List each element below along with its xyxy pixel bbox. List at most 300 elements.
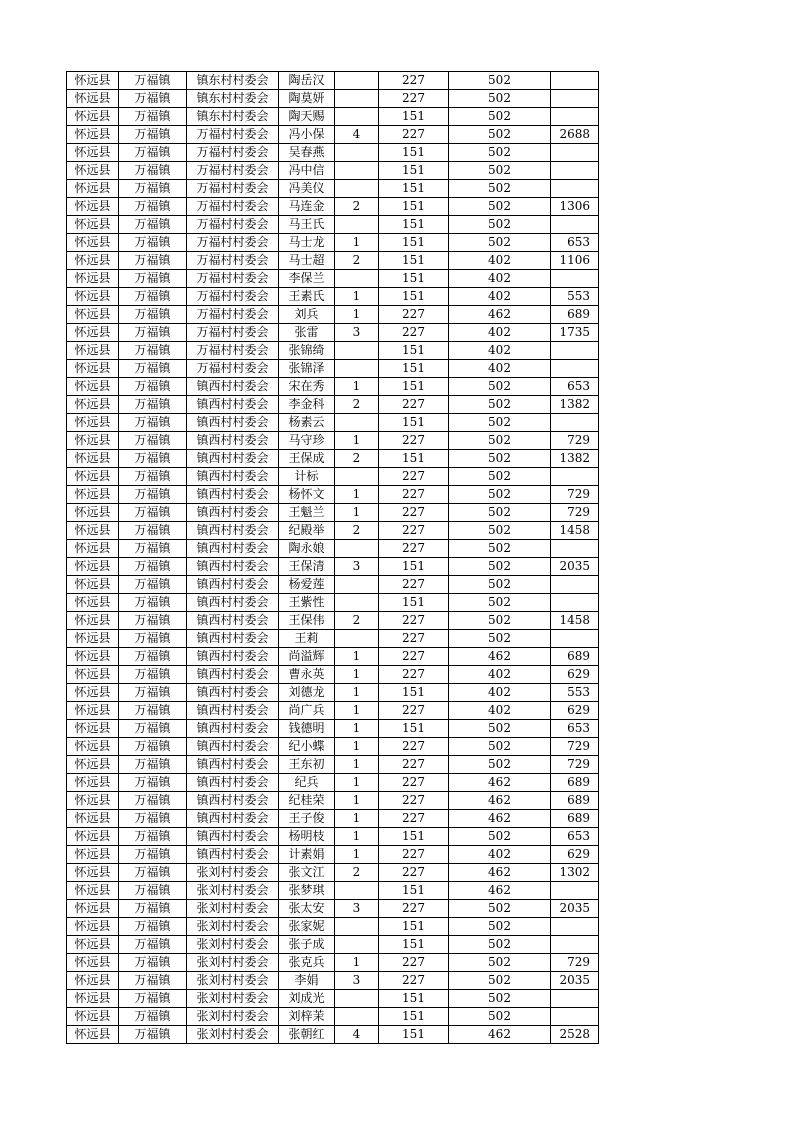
cell-amount	[551, 540, 599, 558]
cell-col-b: 502	[449, 378, 551, 396]
table-row	[67, 882, 599, 900]
cell-col-b: 462	[449, 774, 551, 792]
cell-col-b: 502	[449, 1008, 551, 1026]
table-row	[67, 918, 599, 936]
cell-name: 张锦泽	[279, 360, 335, 378]
cell-col-b: 502	[449, 990, 551, 1008]
cell-amount: 689	[551, 810, 599, 828]
cell-county: 怀远县	[67, 432, 119, 450]
cell-col-a: 151	[379, 270, 449, 288]
cell-amount: 689	[551, 774, 599, 792]
cell-household-count: 1	[335, 288, 379, 306]
cell-name: 张梦琪	[279, 882, 335, 900]
cell-county: 怀远县	[67, 594, 119, 612]
cell-col-a: 151	[379, 936, 449, 954]
cell-col-a: 227	[379, 504, 449, 522]
cell-col-b: 502	[449, 126, 551, 144]
cell-village-committee: 万福村村委会	[187, 198, 279, 216]
cell-county: 怀远县	[67, 162, 119, 180]
cell-household-count: 3	[335, 324, 379, 342]
cell-col-a: 151	[379, 144, 449, 162]
cell-village-committee: 万福村村委会	[187, 270, 279, 288]
cell-amount: 653	[551, 720, 599, 738]
cell-town: 万福镇	[119, 972, 187, 990]
cell-town: 万福镇	[119, 774, 187, 792]
table-row	[67, 396, 599, 414]
cell-name: 张锦绮	[279, 342, 335, 360]
cell-household-count: 1	[335, 738, 379, 756]
table-body	[67, 72, 599, 1044]
cell-col-a: 227	[379, 540, 449, 558]
cell-name: 张文江	[279, 864, 335, 882]
cell-amount: 689	[551, 306, 599, 324]
cell-county: 怀远县	[67, 342, 119, 360]
cell-county: 怀远县	[67, 990, 119, 1008]
cell-col-a: 227	[379, 774, 449, 792]
cell-col-b: 502	[449, 522, 551, 540]
cell-town: 万福镇	[119, 666, 187, 684]
cell-town: 万福镇	[119, 198, 187, 216]
cell-village-committee: 镇西村村委会	[187, 756, 279, 774]
cell-town: 万福镇	[119, 180, 187, 198]
cell-household-count: 1	[335, 432, 379, 450]
cell-col-a: 151	[379, 1008, 449, 1026]
cell-county: 怀远县	[67, 756, 119, 774]
cell-amount: 1735	[551, 324, 599, 342]
cell-town: 万福镇	[119, 360, 187, 378]
cell-amount: 1458	[551, 522, 599, 540]
cell-village-committee: 镇西村村委会	[187, 450, 279, 468]
cell-col-a: 227	[379, 810, 449, 828]
table-row	[67, 306, 599, 324]
cell-col-b: 502	[449, 396, 551, 414]
cell-village-committee: 镇西村村委会	[187, 522, 279, 540]
cell-name: 曹永英	[279, 666, 335, 684]
cell-name: 刘兵	[279, 306, 335, 324]
cell-col-b: 502	[449, 90, 551, 108]
cell-village-committee: 镇西村村委会	[187, 414, 279, 432]
cell-col-b: 402	[449, 846, 551, 864]
table-row	[67, 324, 599, 342]
cell-col-a: 227	[379, 648, 449, 666]
cell-county: 怀远县	[67, 504, 119, 522]
table-row	[67, 72, 599, 90]
cell-col-b: 502	[449, 144, 551, 162]
table-row	[67, 450, 599, 468]
cell-town: 万福镇	[119, 522, 187, 540]
cell-col-a: 227	[379, 468, 449, 486]
cell-col-b: 502	[449, 198, 551, 216]
cell-col-b: 502	[449, 900, 551, 918]
cell-town: 万福镇	[119, 72, 187, 90]
cell-household-count: 2	[335, 522, 379, 540]
cell-village-committee: 万福村村委会	[187, 252, 279, 270]
cell-amount	[551, 162, 599, 180]
data-table	[66, 71, 599, 1044]
table-row	[67, 1026, 599, 1044]
cell-name: 陶天赐	[279, 108, 335, 126]
cell-col-b: 502	[449, 576, 551, 594]
table-row	[67, 378, 599, 396]
cell-household-count	[335, 594, 379, 612]
cell-county: 怀远县	[67, 180, 119, 198]
cell-village-committee: 镇西村村委会	[187, 720, 279, 738]
cell-amount: 629	[551, 846, 599, 864]
cell-town: 万福镇	[119, 918, 187, 936]
cell-name: 陶岳汉	[279, 72, 335, 90]
cell-col-a: 151	[379, 108, 449, 126]
cell-village-committee: 镇西村村委会	[187, 810, 279, 828]
cell-name: 杨怀文	[279, 486, 335, 504]
cell-col-b: 502	[449, 432, 551, 450]
cell-village-committee: 万福村村委会	[187, 162, 279, 180]
cell-col-a: 151	[379, 828, 449, 846]
cell-household-count	[335, 162, 379, 180]
cell-town: 万福镇	[119, 270, 187, 288]
cell-col-b: 502	[449, 594, 551, 612]
cell-household-count	[335, 270, 379, 288]
cell-county: 怀远县	[67, 972, 119, 990]
cell-village-committee: 张刘村村委会	[187, 990, 279, 1008]
cell-amount: 653	[551, 828, 599, 846]
cell-household-count: 2	[335, 198, 379, 216]
cell-county: 怀远县	[67, 72, 119, 90]
cell-county: 怀远县	[67, 1026, 119, 1044]
cell-household-count	[335, 882, 379, 900]
cell-household-count: 2	[335, 612, 379, 630]
cell-name: 杨明枝	[279, 828, 335, 846]
cell-village-committee: 镇西村村委会	[187, 828, 279, 846]
cell-name: 马守珍	[279, 432, 335, 450]
cell-col-b: 502	[449, 504, 551, 522]
cell-col-a: 151	[379, 180, 449, 198]
cell-name: 李金科	[279, 396, 335, 414]
cell-col-b: 502	[449, 468, 551, 486]
table-row	[67, 972, 599, 990]
table-row	[67, 630, 599, 648]
cell-village-committee: 张刘村村委会	[187, 954, 279, 972]
cell-name: 王素氏	[279, 288, 335, 306]
cell-household-count: 1	[335, 378, 379, 396]
cell-town: 万福镇	[119, 306, 187, 324]
table-row	[67, 144, 599, 162]
cell-county: 怀远县	[67, 720, 119, 738]
cell-county: 怀远县	[67, 306, 119, 324]
cell-household-count: 1	[335, 810, 379, 828]
cell-amount: 729	[551, 954, 599, 972]
cell-amount: 729	[551, 432, 599, 450]
cell-amount	[551, 342, 599, 360]
cell-name: 计标	[279, 468, 335, 486]
cell-amount: 653	[551, 378, 599, 396]
table-row	[67, 90, 599, 108]
cell-household-count: 1	[335, 828, 379, 846]
cell-amount	[551, 468, 599, 486]
cell-county: 怀远县	[67, 774, 119, 792]
cell-town: 万福镇	[119, 1008, 187, 1026]
table-row	[67, 558, 599, 576]
cell-town: 万福镇	[119, 450, 187, 468]
table-row	[67, 360, 599, 378]
cell-household-count: 1	[335, 234, 379, 252]
cell-amount	[551, 882, 599, 900]
cell-amount: 729	[551, 504, 599, 522]
cell-county: 怀远县	[67, 216, 119, 234]
cell-col-a: 151	[379, 378, 449, 396]
cell-village-committee: 镇西村村委会	[187, 576, 279, 594]
table-row	[67, 720, 599, 738]
cell-county: 怀远县	[67, 558, 119, 576]
cell-village-committee: 张刘村村委会	[187, 900, 279, 918]
cell-village-committee: 镇东村村委会	[187, 108, 279, 126]
cell-town: 万福镇	[119, 900, 187, 918]
cell-col-a: 227	[379, 72, 449, 90]
cell-town: 万福镇	[119, 684, 187, 702]
cell-col-b: 502	[449, 216, 551, 234]
cell-county: 怀远县	[67, 576, 119, 594]
cell-col-b: 502	[449, 918, 551, 936]
cell-col-a: 151	[379, 594, 449, 612]
cell-county: 怀远县	[67, 918, 119, 936]
cell-col-a: 227	[379, 900, 449, 918]
table-row	[67, 954, 599, 972]
cell-county: 怀远县	[67, 666, 119, 684]
cell-village-committee: 万福村村委会	[187, 342, 279, 360]
cell-col-a: 151	[379, 252, 449, 270]
cell-name: 钱德明	[279, 720, 335, 738]
cell-name: 王保清	[279, 558, 335, 576]
cell-name: 张家妮	[279, 918, 335, 936]
cell-household-count	[335, 180, 379, 198]
cell-village-committee: 张刘村村委会	[187, 918, 279, 936]
cell-col-a: 227	[379, 738, 449, 756]
cell-village-committee: 万福村村委会	[187, 180, 279, 198]
cell-household-count	[335, 90, 379, 108]
cell-amount: 653	[551, 234, 599, 252]
cell-village-committee: 万福村村委会	[187, 144, 279, 162]
cell-col-b: 462	[449, 648, 551, 666]
table-row	[67, 468, 599, 486]
cell-town: 万福镇	[119, 252, 187, 270]
cell-household-count: 2	[335, 450, 379, 468]
cell-amount	[551, 90, 599, 108]
cell-town: 万福镇	[119, 792, 187, 810]
cell-col-b: 502	[449, 972, 551, 990]
cell-county: 怀远县	[67, 810, 119, 828]
cell-name: 吴春燕	[279, 144, 335, 162]
cell-name: 尚广兵	[279, 702, 335, 720]
cell-household-count: 2	[335, 252, 379, 270]
cell-county: 怀远县	[67, 252, 119, 270]
cell-col-a: 227	[379, 846, 449, 864]
cell-household-count: 4	[335, 126, 379, 144]
cell-amount: 2035	[551, 558, 599, 576]
cell-col-b: 502	[449, 720, 551, 738]
cell-village-committee: 张刘村村委会	[187, 882, 279, 900]
cell-county: 怀远县	[67, 450, 119, 468]
cell-household-count	[335, 630, 379, 648]
cell-col-b: 502	[449, 450, 551, 468]
cell-village-committee: 镇西村村委会	[187, 378, 279, 396]
cell-amount	[551, 72, 599, 90]
cell-name: 马士龙	[279, 234, 335, 252]
cell-village-committee: 万福村村委会	[187, 216, 279, 234]
cell-town: 万福镇	[119, 702, 187, 720]
cell-col-a: 151	[379, 162, 449, 180]
cell-town: 万福镇	[119, 648, 187, 666]
cell-col-b: 502	[449, 936, 551, 954]
cell-household-count	[335, 342, 379, 360]
cell-amount	[551, 414, 599, 432]
table-row	[67, 774, 599, 792]
cell-col-b: 402	[449, 252, 551, 270]
cell-household-count: 1	[335, 648, 379, 666]
cell-town: 万福镇	[119, 108, 187, 126]
table-row	[67, 756, 599, 774]
cell-county: 怀远县	[67, 882, 119, 900]
cell-col-a: 227	[379, 522, 449, 540]
cell-town: 万福镇	[119, 324, 187, 342]
cell-household-count	[335, 216, 379, 234]
cell-name: 马士超	[279, 252, 335, 270]
cell-town: 万福镇	[119, 630, 187, 648]
cell-household-count: 1	[335, 666, 379, 684]
cell-county: 怀远县	[67, 360, 119, 378]
cell-name: 李保兰	[279, 270, 335, 288]
cell-col-a: 151	[379, 342, 449, 360]
cell-amount: 2035	[551, 900, 599, 918]
cell-col-a: 151	[379, 1026, 449, 1044]
cell-col-b: 502	[449, 414, 551, 432]
cell-col-b: 502	[449, 72, 551, 90]
cell-name: 王东初	[279, 756, 335, 774]
cell-col-a: 227	[379, 666, 449, 684]
table-row	[67, 648, 599, 666]
cell-amount: 2688	[551, 126, 599, 144]
cell-col-a: 227	[379, 486, 449, 504]
cell-col-b: 502	[449, 630, 551, 648]
cell-county: 怀远县	[67, 234, 119, 252]
cell-household-count	[335, 936, 379, 954]
cell-town: 万福镇	[119, 756, 187, 774]
cell-name: 纪桂荣	[279, 792, 335, 810]
cell-name: 杨爱莲	[279, 576, 335, 594]
cell-col-b: 462	[449, 306, 551, 324]
table-row	[67, 126, 599, 144]
cell-col-a: 227	[379, 756, 449, 774]
cell-col-a: 227	[379, 324, 449, 342]
cell-county: 怀远县	[67, 414, 119, 432]
cell-col-b: 502	[449, 486, 551, 504]
cell-col-a: 151	[379, 882, 449, 900]
cell-col-a: 227	[379, 306, 449, 324]
cell-col-a: 227	[379, 90, 449, 108]
cell-town: 万福镇	[119, 612, 187, 630]
cell-col-a: 227	[379, 612, 449, 630]
table-row	[67, 810, 599, 828]
table-row	[67, 828, 599, 846]
cell-name: 纪殿举	[279, 522, 335, 540]
table-row	[67, 684, 599, 702]
cell-town: 万福镇	[119, 144, 187, 162]
cell-name: 纪小蝶	[279, 738, 335, 756]
cell-col-b: 402	[449, 666, 551, 684]
table-row	[67, 180, 599, 198]
cell-town: 万福镇	[119, 396, 187, 414]
cell-amount	[551, 270, 599, 288]
cell-village-committee: 镇西村村委会	[187, 630, 279, 648]
cell-household-count	[335, 468, 379, 486]
cell-town: 万福镇	[119, 378, 187, 396]
cell-col-a: 151	[379, 990, 449, 1008]
cell-village-committee: 镇西村村委会	[187, 684, 279, 702]
cell-name: 计素娟	[279, 846, 335, 864]
cell-county: 怀远县	[67, 954, 119, 972]
cell-col-b: 502	[449, 756, 551, 774]
cell-household-count: 1	[335, 486, 379, 504]
cell-town: 万福镇	[119, 810, 187, 828]
cell-county: 怀远县	[67, 900, 119, 918]
cell-name: 王子俊	[279, 810, 335, 828]
cell-name: 王紫性	[279, 594, 335, 612]
table-row	[67, 216, 599, 234]
cell-amount: 1302	[551, 864, 599, 882]
cell-col-b: 402	[449, 342, 551, 360]
cell-household-count	[335, 414, 379, 432]
cell-household-count: 1	[335, 774, 379, 792]
cell-household-count: 1	[335, 702, 379, 720]
cell-amount	[551, 360, 599, 378]
table-row	[67, 936, 599, 954]
cell-name: 宋在秀	[279, 378, 335, 396]
cell-col-b: 402	[449, 360, 551, 378]
cell-town: 万福镇	[119, 288, 187, 306]
cell-county: 怀远县	[67, 126, 119, 144]
cell-household-count	[335, 72, 379, 90]
cell-col-b: 462	[449, 792, 551, 810]
cell-county: 怀远县	[67, 612, 119, 630]
cell-county: 怀远县	[67, 1008, 119, 1026]
cell-town: 万福镇	[119, 504, 187, 522]
cell-col-a: 227	[379, 864, 449, 882]
cell-town: 万福镇	[119, 90, 187, 108]
table-row	[67, 108, 599, 126]
cell-town: 万福镇	[119, 936, 187, 954]
table-row	[67, 414, 599, 432]
cell-name: 张子成	[279, 936, 335, 954]
cell-col-a: 151	[379, 234, 449, 252]
cell-village-committee: 万福村村委会	[187, 360, 279, 378]
cell-household-count: 2	[335, 396, 379, 414]
cell-col-a: 151	[379, 684, 449, 702]
cell-amount: 1306	[551, 198, 599, 216]
cell-name: 王莉	[279, 630, 335, 648]
cell-amount	[551, 918, 599, 936]
cell-amount: 1382	[551, 450, 599, 468]
cell-household-count: 2	[335, 864, 379, 882]
cell-col-a: 151	[379, 558, 449, 576]
cell-amount	[551, 936, 599, 954]
cell-town: 万福镇	[119, 162, 187, 180]
cell-village-committee: 万福村村委会	[187, 306, 279, 324]
cell-col-a: 151	[379, 288, 449, 306]
cell-name: 王保成	[279, 450, 335, 468]
cell-amount	[551, 576, 599, 594]
cell-col-b: 502	[449, 234, 551, 252]
cell-county: 怀远县	[67, 702, 119, 720]
cell-amount: 553	[551, 684, 599, 702]
cell-town: 万福镇	[119, 558, 187, 576]
